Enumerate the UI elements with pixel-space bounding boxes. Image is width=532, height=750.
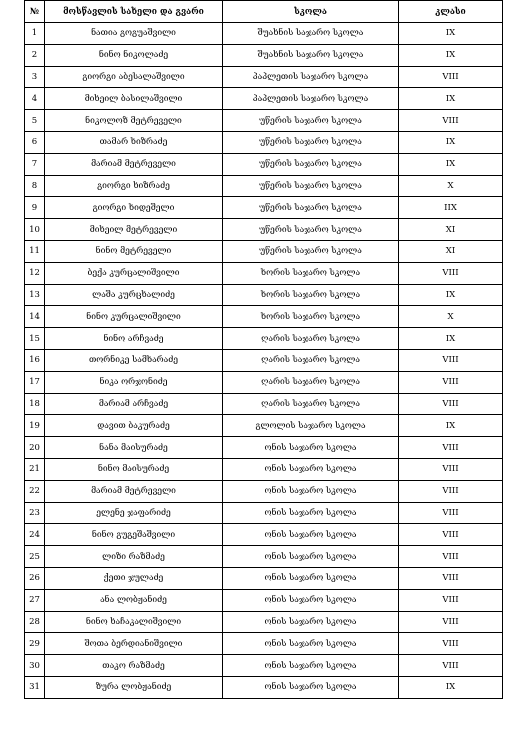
student-name: ნინო არჩვაძე — [45, 328, 223, 350]
row-number: 6 — [25, 131, 45, 153]
row-number: 19 — [25, 415, 45, 437]
school-name: ღარის საჯარო სკოლა — [223, 328, 399, 350]
school-name: უწერის საჯარო სკოლა — [223, 219, 399, 241]
student-name: მიხეილ მეტრეველი — [45, 219, 223, 241]
school-name: ონის საჯარო სკოლა — [223, 437, 399, 459]
table-row — [25, 371, 503, 393]
student-name: ბექა კურცალიშვილი — [45, 262, 223, 284]
row-number: 18 — [25, 393, 45, 415]
student-name: მარიამ არჩვაძე — [45, 393, 223, 415]
grade: XI — [399, 240, 503, 262]
grade: VIII — [399, 437, 503, 459]
student-name: თორნიკე სამხარაძე — [45, 349, 223, 371]
table-row — [25, 567, 503, 589]
row-number: 13 — [25, 284, 45, 306]
grade: IX — [399, 131, 503, 153]
row-number: 21 — [25, 458, 45, 480]
school-name: ონის საჯარო სკოლა — [223, 567, 399, 589]
table-row — [25, 66, 503, 88]
school-name: ონის საჯარო სკოლა — [223, 458, 399, 480]
school-name: პაპლეთის საჯარო სკოლა — [223, 66, 399, 88]
grade: IX — [399, 284, 503, 306]
row-number: 24 — [25, 524, 45, 546]
student-name: ნინო კურცალიშვილი — [45, 306, 223, 328]
student-name: ანა ლობჟანიძე — [45, 589, 223, 611]
table-row — [25, 502, 503, 524]
table-row — [25, 240, 503, 262]
table-row — [25, 88, 503, 110]
school-name: ონის საჯარო სკოლა — [223, 524, 399, 546]
grade: VIII — [399, 458, 503, 480]
table-row — [25, 175, 503, 197]
student-name: ნიკა ორჯონიძე — [45, 371, 223, 393]
row-number: 29 — [25, 633, 45, 655]
student-name: ნინო ხაჩაკალიშვილი — [45, 611, 223, 633]
grade: IX — [399, 676, 503, 698]
table-row — [25, 153, 503, 175]
grade: IX — [399, 328, 503, 350]
school-name: ონის საჯარო სკოლა — [223, 611, 399, 633]
row-number: 11 — [25, 240, 45, 262]
school-name: ხორის საჯარო სკოლა — [223, 262, 399, 284]
school-name: პაპლეთის საჯარო სკოლა — [223, 88, 399, 110]
table-row — [25, 655, 503, 677]
grade: IX — [399, 44, 503, 66]
table-row — [25, 306, 503, 328]
school-name: ონის საჯარო სკოლა — [223, 655, 399, 677]
school-name: ონის საჯარო სკოლა — [223, 676, 399, 698]
school-name: უწერის საჯარო სკოლა — [223, 153, 399, 175]
table-row — [25, 524, 503, 546]
header-school: სკოლა — [223, 1, 399, 23]
row-number: 17 — [25, 371, 45, 393]
grade: VIII — [399, 349, 503, 371]
grade: VIII — [399, 480, 503, 502]
row-number: 12 — [25, 262, 45, 284]
student-name: ნინო გუგეშაშვილი — [45, 524, 223, 546]
student-name: მარიამ მეტრეველი — [45, 153, 223, 175]
table-row — [25, 197, 503, 219]
school-name: ხორის საჯარო სკოლა — [223, 284, 399, 306]
row-number: 20 — [25, 437, 45, 459]
table-row — [25, 110, 503, 132]
grade: VIII — [399, 110, 503, 132]
grade: IX — [399, 153, 503, 175]
school-name: ღარის საჯარო სკოლა — [223, 371, 399, 393]
school-name: შუახნის საჯარო სკოლა — [223, 44, 399, 66]
header-student-name: მოსწავლის სახელი და გვარი — [45, 1, 223, 23]
school-name: უწერის საჯარო სკოლა — [223, 175, 399, 197]
table-row — [25, 480, 503, 502]
table-row — [25, 328, 503, 350]
grade: VIII — [399, 524, 503, 546]
grade: XI — [399, 219, 503, 241]
row-number: 7 — [25, 153, 45, 175]
student-name: ნინო მაისურაძე — [45, 458, 223, 480]
row-number: 22 — [25, 480, 45, 502]
school-name: ონის საჯარო სკოლა — [223, 633, 399, 655]
school-name: ღარის საჯარო სკოლა — [223, 393, 399, 415]
row-number: 23 — [25, 502, 45, 524]
student-name: თამარ ხიზრაძე — [45, 131, 223, 153]
table-row — [25, 611, 503, 633]
school-name: უწერის საჯარო სკოლა — [223, 197, 399, 219]
student-name: ლიზი რაზმაძე — [45, 546, 223, 568]
table-row — [25, 589, 503, 611]
grade: VIII — [399, 371, 503, 393]
student-name: მიხეილ ბასილაშვილი — [45, 88, 223, 110]
grade: VIII — [399, 589, 503, 611]
table-row — [25, 219, 503, 241]
row-number: 9 — [25, 197, 45, 219]
grade: IX — [399, 88, 503, 110]
school-name: შუახნის საჯარო სკოლა — [223, 23, 399, 45]
school-name: ონის საჯარო სკოლა — [223, 502, 399, 524]
row-number: 3 — [25, 66, 45, 88]
table-row — [25, 284, 503, 306]
grade: VIII — [399, 546, 503, 568]
row-number: 26 — [25, 567, 45, 589]
grade: IX — [399, 415, 503, 437]
row-number: 2 — [25, 44, 45, 66]
school-name: ღარის საჯარო სკოლა — [223, 349, 399, 371]
school-name: ხორის საჯარო სკოლა — [223, 306, 399, 328]
table-row — [25, 415, 503, 437]
student-name: ნინო ნიკოლაძე — [45, 44, 223, 66]
student-name: ნინო მეტრეველი — [45, 240, 223, 262]
school-name: უწერის საჯარო სკოლა — [223, 240, 399, 262]
header-grade: კლასი — [399, 1, 503, 23]
grade: VIII — [399, 567, 503, 589]
student-name: მარიამ მეტრეველი — [45, 480, 223, 502]
row-number: 14 — [25, 306, 45, 328]
student-name: ლაშა კურცხალიძე — [45, 284, 223, 306]
row-number: 15 — [25, 328, 45, 350]
row-number: 4 — [25, 88, 45, 110]
students-table — [24, 0, 503, 699]
row-number: 1 — [25, 23, 45, 45]
grade: VIII — [399, 66, 503, 88]
row-number: 25 — [25, 546, 45, 568]
student-name: ნათია გოგუაშვილი — [45, 23, 223, 45]
student-name: დავით ბაკურაძე — [45, 415, 223, 437]
grade: VIII — [399, 393, 503, 415]
student-name: თაკო რაზმაძე — [45, 655, 223, 677]
grade: VIII — [399, 611, 503, 633]
student-name: გიორგი ხიდეშელი — [45, 197, 223, 219]
row-number: 30 — [25, 655, 45, 677]
table-row — [25, 262, 503, 284]
table-row — [25, 23, 503, 45]
school-name: გლოლის საჯარო სკოლა — [223, 415, 399, 437]
school-name: უწერის საჯარო სკოლა — [223, 131, 399, 153]
row-number: 27 — [25, 589, 45, 611]
table-row — [25, 44, 503, 66]
school-name: უწერის საჯარო სკოლა — [223, 110, 399, 132]
table-row — [25, 676, 503, 698]
grade: VIII — [399, 655, 503, 677]
grade: VIII — [399, 633, 503, 655]
header-number: № — [25, 1, 45, 23]
row-number: 5 — [25, 110, 45, 132]
student-name: გიორგი აბესალაშვილი — [45, 66, 223, 88]
student-name: ნანა მაისურაძე — [45, 437, 223, 459]
table-row — [25, 546, 503, 568]
table-row — [25, 393, 503, 415]
grade: X — [399, 306, 503, 328]
student-name: გიორგი ხიზრაძე — [45, 175, 223, 197]
table-row — [25, 131, 503, 153]
school-name: ონის საჯარო სკოლა — [223, 546, 399, 568]
student-name: შოთა ბერდიანიშვილი — [45, 633, 223, 655]
student-name: ქეთი ჯულაძე — [45, 567, 223, 589]
table-row — [25, 437, 503, 459]
student-name: ნიკოლოზ მეტრეველი — [45, 110, 223, 132]
student-name: ელენე ჯაფარიძე — [45, 502, 223, 524]
grade: VIII — [399, 262, 503, 284]
grade: IIX — [399, 197, 503, 219]
row-number: 16 — [25, 349, 45, 371]
row-number: 28 — [25, 611, 45, 633]
table-row — [25, 349, 503, 371]
student-name: ზურა ლობჟანიძე — [45, 676, 223, 698]
school-name: ონის საჯარო სკოლა — [223, 480, 399, 502]
row-number: 10 — [25, 219, 45, 241]
school-name: ონის საჯარო სკოლა — [223, 589, 399, 611]
grade: X — [399, 175, 503, 197]
table-row — [25, 458, 503, 480]
table-row — [25, 633, 503, 655]
row-number: 31 — [25, 676, 45, 698]
grade: IX — [399, 23, 503, 45]
row-number: 8 — [25, 175, 45, 197]
table-body — [25, 23, 503, 699]
grade: VIII — [399, 502, 503, 524]
table-header-row — [25, 1, 503, 23]
